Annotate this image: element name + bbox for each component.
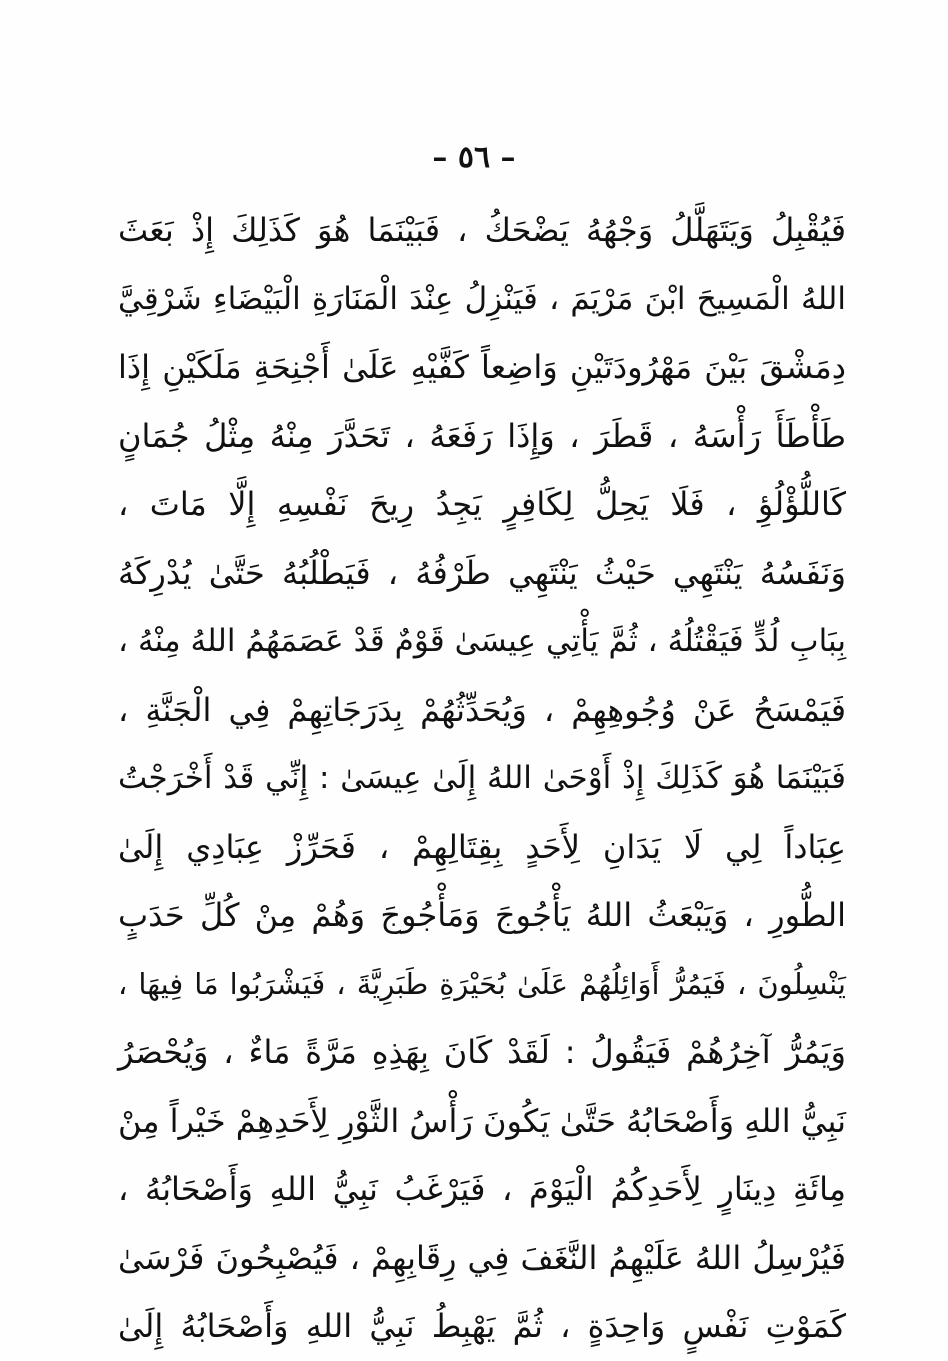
body-text (118, 196, 846, 1361)
text-line: نَبِيُّ اللهِ وَأَصْحَابُهُ حَتَّىٰ يَكُونَ رَأْسُ الثَّوْرِ لِأَحَدِهِمْ خَيْراً مِنْ (117, 1101, 846, 1140)
text-line: كَاللُّؤْلُؤِ ، فَلَا يَحِلُّ لِكَافِرٍ يَجِدُ رِيحَ نَفْسِهِ إِلَّا مَاتَ ، (118, 485, 846, 523)
text-line: كَمَوْتِ نَفْسٍ وَاحِدَةٍ ، ثُمَّ يَهْبِطُ نَبِيُّ اللهِ وَأَصْحَابُهُ إِلَىٰ (118, 1307, 846, 1345)
text-line: يَنْسِلُونَ ، فَيَمُرُّ أَوَائِلُهُمْ عَلَىٰ بُحَيْرَةِ طَبَرِيَّةَ ، فَيَشْرَبُوا مَا فِيهَا ، (118, 966, 846, 1001)
text-line: اللهُ الْمَسِيحَ ابْنَ مَرْيَمَ ، فَيَنْزِلُ عِنْدَ الْمَنَارَةِ الْبَيْضَاءِ شَرْقِيَّ (118, 280, 846, 317)
text-line: بِبَابِ لُدٍّ فَيَقْتُلُهُ ، ثُمَّ يَأْتِي عِيسَىٰ قَوْمٌ قَدْ عَصَمَهُمُ اللهُ مِنْهُ ، (118, 623, 846, 659)
text-line: الطُّورِ ، وَيَبْعَثُ اللهُ يَأْجُوجَ وَمَأْجُوجَ وَهُمْ مِنْ كُلِّ حَدَبٍ (118, 896, 846, 934)
page-number: – ٥٦ – (432, 140, 516, 175)
text-line: طَأْطَأَ رَأْسَهُ ، قَطَرَ ، وَإِذَا رَفَعَهُ ، تَحَدَّرَ مِنْهُ مِثْلُ جُمَانٍ (118, 416, 846, 455)
text-line: فَبَيْنَمَا هُوَ كَذَلِكَ إِذْ أَوْحَىٰ اللهُ إِلَىٰ عِيسَىٰ : إِنِّي قَدْ أَخْرَجْتُ (118, 760, 846, 796)
text-line: فَيَمْسَحُ عَنْ وُجُوهِهِمْ ، وَيُحَدِّثُهُمْ بِدَرَجَاتِهِمْ فِي الْجَنَّةِ ، (118, 690, 846, 729)
text-line: وَيَمُرُّ آخِرُهُمْ فَيَقُولُ : لَقَدْ كَانَ بِهَذِهِ مَرَّةً مَاءٌ ، وَيُحْصَرُ (118, 1033, 846, 1071)
text-line: عِبَاداً لِي لَا يَدَانِ لِأَحَدٍ بِقِتَالِهِمْ ، فَحَرِّزْ عِبَادِي إِلَىٰ (118, 827, 846, 866)
text-line: مِائَةِ دِينَارٍ لِأَحَدِكُمُ الْيَوْمَ ، فَيَرْغَبُ نَبِيُّ اللهِ وَأَصْحَابُهُ ، (118, 1170, 846, 1208)
text-line: دِمَشْقَ بَيْنَ مَهْرُودَتَيْنِ وَاضِعاً كَفَّيْهِ عَلَىٰ أَجْنِحَةِ مَلَكَيْنِ إِذَا (118, 348, 846, 386)
text-line: فَيُرْسِلُ اللهُ عَلَيْهِمُ النَّغَفَ فِي رِقَابِهِمْ ، فَيُصْبِحُونَ فَرْسَىٰ (118, 1238, 846, 1277)
text-line: وَنَفَسُهُ يَنْتَهِي حَيْثُ يَنْتَهِي طَرْفُهُ ، فَيَطْلُبُهُ حَتَّىٰ يُدْرِكَهُ (118, 553, 846, 592)
text-line: فَيُقْبِلُ وَيَتَهَلَّلُ وَجْهُهُ يَضْحَكُ ، فَبَيْنَمَا هُوَ كَذَلِكَ إِذْ بَعَثَ (118, 211, 846, 249)
